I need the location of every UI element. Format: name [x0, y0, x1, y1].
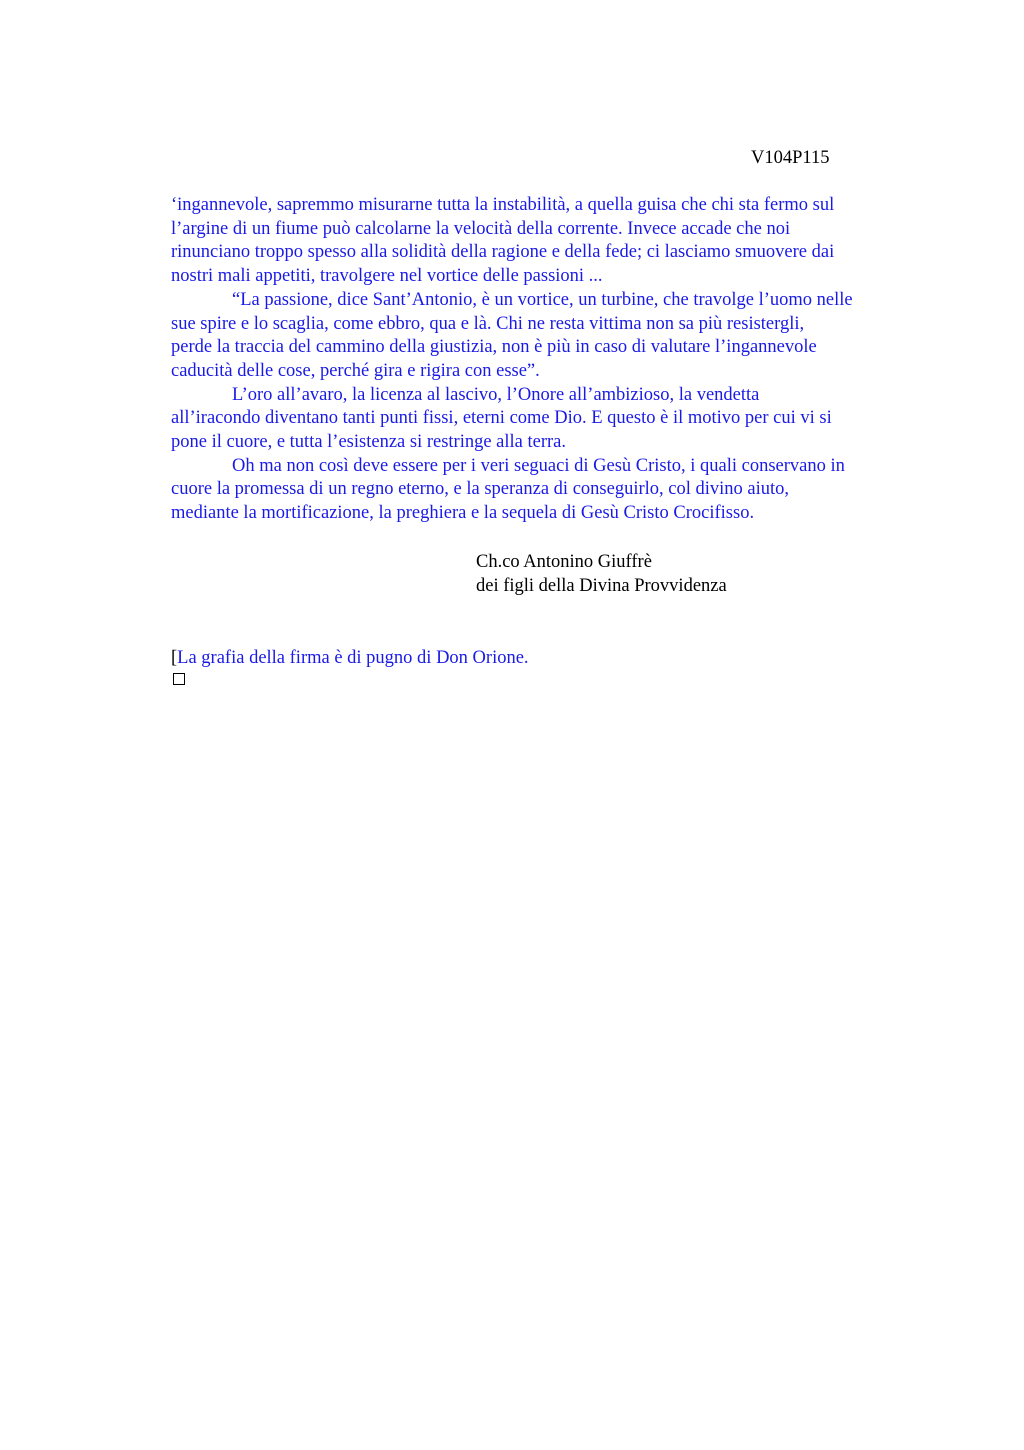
text-line: l’argine di un fiume può calcolarne la velocità della corrente. Invece accade che noi: [171, 218, 791, 239]
note-bracket: [: [171, 648, 178, 668]
text-line: mediante la mortificazione, la preghiera e la sequela di Gesù Cristo Crocifisso.: [171, 503, 755, 524]
text-line: Oh ma non così deve essere per i veri seguaci di Gesù Cristo, i quali conservano in: [232, 455, 845, 476]
text-line: rinunciano troppo spesso alla solidità della ragione e della fede; ci lasciamo smuovere dai: [171, 242, 835, 263]
text-line: all’iracondo diventano tanti punti fissi, eterni come Dio. E questo è il motivo per cui vi si: [171, 408, 832, 429]
editorial-note: [171, 646, 529, 670]
missing-glyph-box-icon: [173, 673, 185, 685]
text-line: cuore la promessa di un regno eterno, e la speranza di conseguirlo, col divino aiuto,: [171, 479, 790, 500]
text-line: nostri mali appetiti, travolgere nel vortice delle passioni ...: [171, 266, 603, 287]
signature-affiliation: dei figli della Divina Provvidenza: [476, 576, 727, 596]
text-line: perde la traccia del cammino della giustizia, non è più in caso di valutare l’ingannevole: [171, 337, 817, 358]
note-text: La grafia della firma è di pugno di Don Orione.: [177, 648, 529, 668]
page-reference: V104P115: [751, 148, 830, 168]
text-line: caducità delle cose, perché gira e rigira con esse”.: [171, 360, 540, 381]
body-text: [171, 194, 941, 526]
text-line: sue spire e lo scaglia, come ebbro, qua e là. Chi ne resta vittima non sa più resistergli,: [171, 313, 805, 334]
signature-block: [476, 550, 727, 598]
signature-name: Ch.co Antonino Giuffrè: [476, 552, 652, 572]
text-line: pone il cuore, e tutta l’esistenza si restringe alla terra.: [171, 432, 567, 453]
text-line: ‘ingannevole, sapremmo misurarne tutta la instabilità, a quella guisa che chi sta fermo sul: [171, 195, 835, 215]
text-line: “La passione, dice Sant’Antonio, è un vortice, un turbine, che travolge l’uomo nelle: [232, 289, 853, 310]
text-line: L’oro all’avaro, la licenza al lascivo, l’Onore all’ambizioso, la vendetta: [232, 384, 760, 405]
